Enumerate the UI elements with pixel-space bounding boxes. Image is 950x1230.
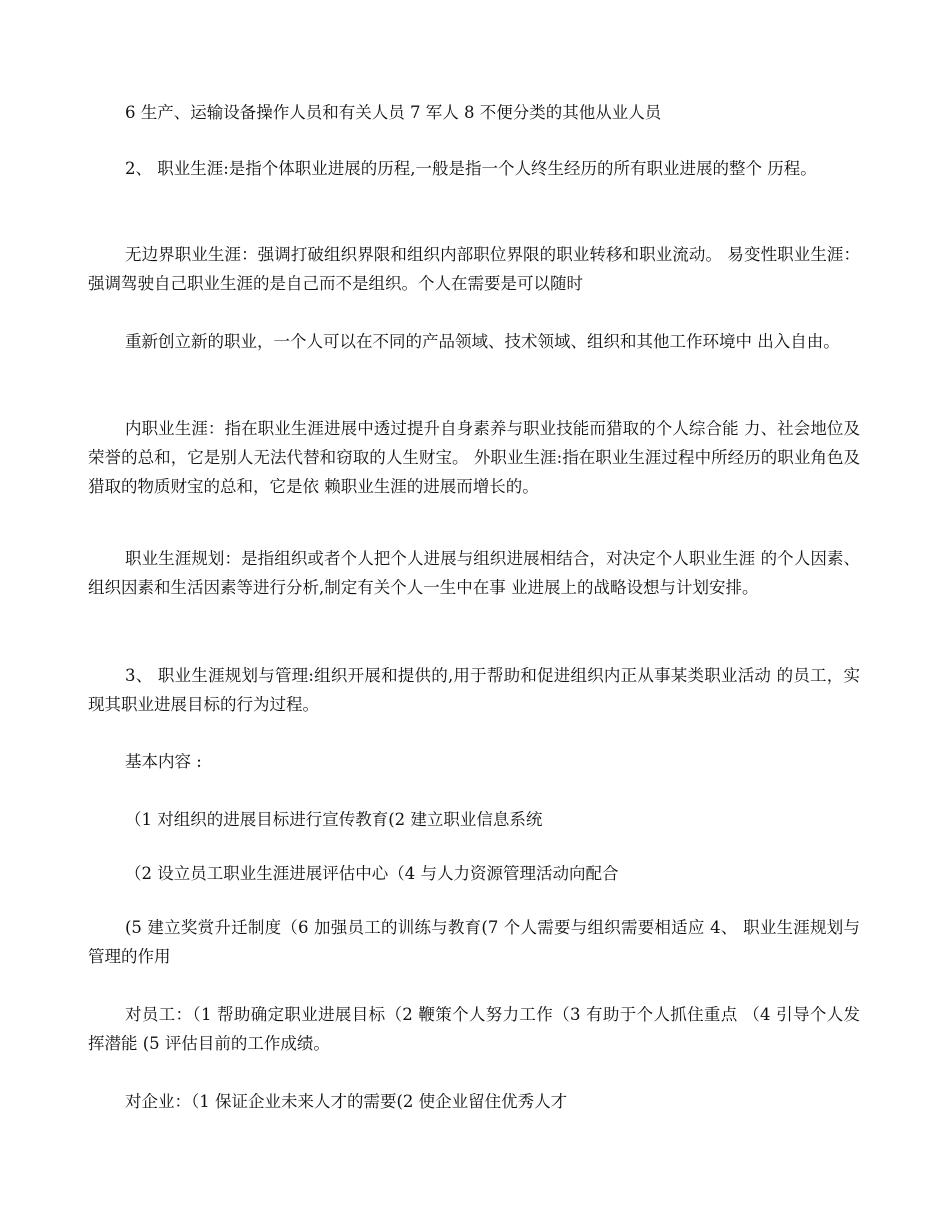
paragraph-new-occupation: 重新创立新的职业，一个人可以在不同的产品领域、技术领域、组织和其他工作环境中 出入自由。 <box>125 332 840 351</box>
paragraph-career-management: 3、 职业生涯规划与管理:组织开展和提供的,用于帮助和促进组织内正从事某类职业活动 的员工，实现其职业进展目标的行为过程。 <box>88 666 860 714</box>
paragraph-boundaryless-career: 无边界职业生涯：强调打破组织界限和组织内部职位界限的职业转移和职业流动。 易变性职业生涯：强调驾驶自己职业生涯的是自己而不是组织。个人在需要是可以随时 <box>88 245 860 293</box>
paragraph-for-enterprise: 对企业：（1 保证企业未来人才的需要(2 使企业留住优秀人才 <box>125 1092 568 1111</box>
paragraph-career-planning: 职业生涯规划：是指组织或者个人把个人进展与组织进展相结合，对决定个人职业生涯 的个人因素、组织因素和生活因素等进行分析,制定有关个人一生中在事 业进展上的战略设想与计划安排。 <box>88 549 860 597</box>
paragraph-content-item-1: （1 对组织的进展目标进行宣传教育(2 建立职业信息系统 <box>125 810 543 829</box>
paragraph-basic-content: 基本内容 : <box>125 752 202 771</box>
paragraph-content-item-3: (5 建立奖赏升迁制度（6 加强员工的训练与教育(7 个人需要与组织需要相适应 4、 职业生涯规划与管理的作用 <box>88 918 860 966</box>
paragraph-content-item-2: （2 设立员工职业生涯进展评估中心（4 与人力资源管理活动向配合 <box>125 864 619 883</box>
paragraph-career-definition: 2、 职业生涯:是指个体职业进展的历程,一般是指一个人终生经历的所有职业进展的整个 历程。 <box>125 159 817 178</box>
paragraph-internal-career: 内职业生涯：指在职业生涯进展中透过提升自身素养与职业技能而猎取的个人综合能 力、社会地位及荣誉的总和，它是别人无法代替和窃取的人生财宝。 外职业生涯:指在职业生涯过程中所经历的职业角色及猎取的物质财宝的总和，它是依 赖职业生涯的进展而增长的。 <box>88 419 860 496</box>
paragraph-occupation-categories: 6 生产、运输设备操作人员和有关人员 7 军人 8 不便分类的其他从业人员 <box>125 103 662 122</box>
paragraph-for-employees: 对员工：（1 帮助确定职业进展目标（2 鞭策个人努力工作（3 有助于个人抓住重点 （4 引导个人发挥潜能 (5 评估目前的工作成绩。 <box>88 1005 860 1053</box>
